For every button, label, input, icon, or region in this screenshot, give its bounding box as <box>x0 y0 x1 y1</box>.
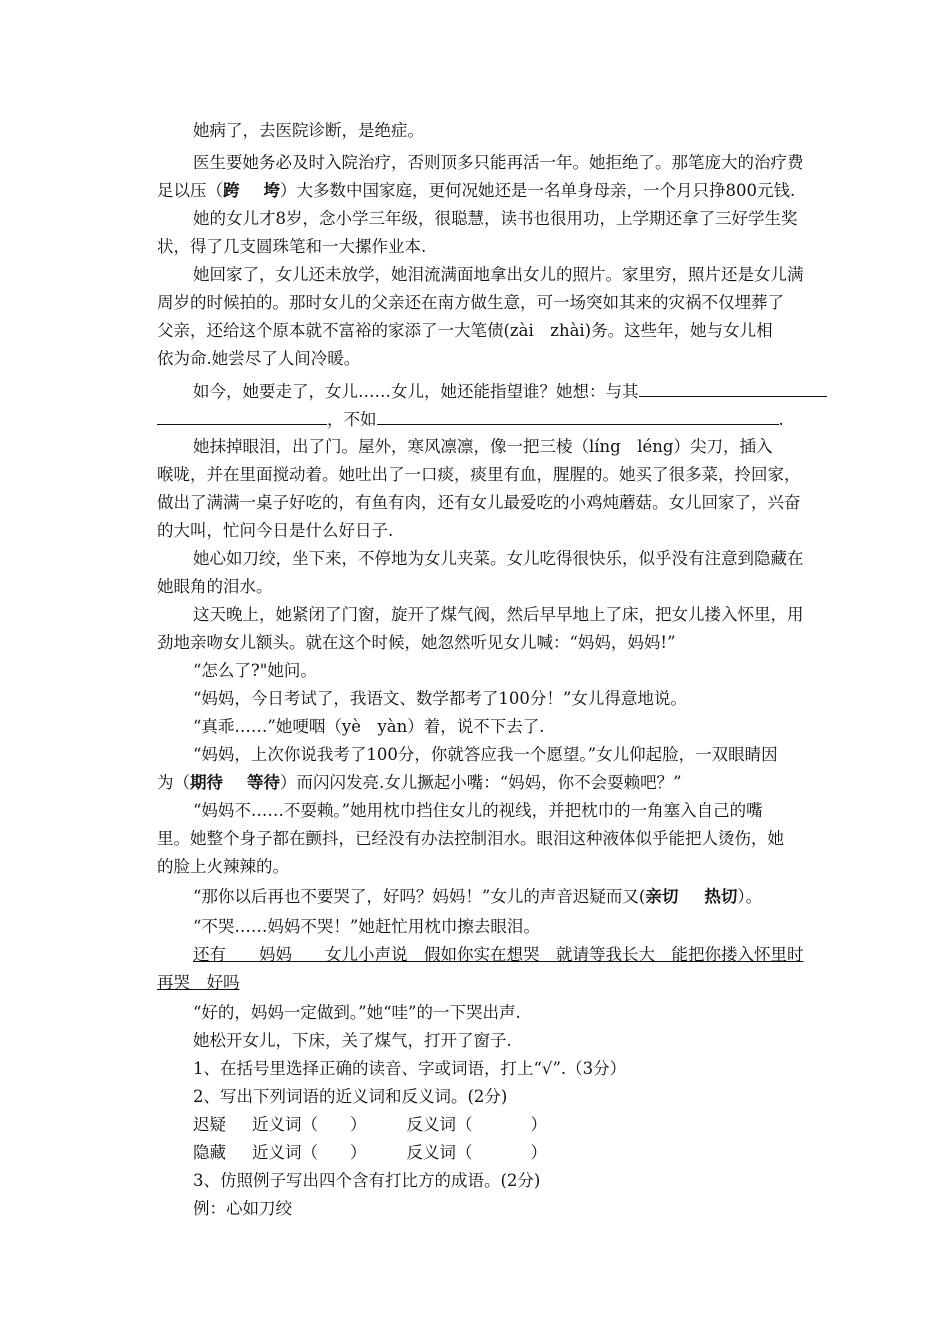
word: 迟疑 <box>193 1115 226 1134</box>
synonym-antonym-row <box>193 1112 547 1138</box>
paragraph-line: 周岁的时候拍的。那时女儿的父亲还在南方做生意，可一场突如其来的灾祸不仅埋葬了 <box>157 293 784 312</box>
paragraph: “妈妈不……不耍赖。”她用枕巾挡住女儿的视线，并把枕巾的一角塞入自己的嘴 <box>193 801 763 820</box>
choice-option[interactable]: 跨 <box>223 181 240 200</box>
paragraph: “妈妈，今日考试了，我语文、数学都考了100分！”女儿得意地说。 <box>193 689 687 708</box>
paragraph: “好的，妈妈一定做到。”她“哇”的一下哭出声. <box>193 1003 521 1022</box>
paragraph: “妈妈，上次你说我考了100分，你就答应我一个愿望。”女儿仰起脸，一双眼睛因 <box>193 745 778 764</box>
paragraph-line: 劲地亲吻女儿额头。就在这个时候，她忽然听见女儿喊：“妈妈，妈妈!” <box>157 633 676 652</box>
question-1: 1、在括号里选择正确的读音、字或词语，打上“√”.（3分） <box>193 1059 627 1078</box>
choice-option[interactable]: 期待 <box>190 773 223 792</box>
question-2: 2、写出下列词语的近义词和反义词。(2分) <box>193 1087 508 1106</box>
choice-option[interactable]: 等待 <box>247 773 280 792</box>
punctuation-exercise[interactable]: 还有 妈妈 女儿小声说 假如你实在想哭 就请等我长大 能把你搂入怀里时 <box>193 945 804 964</box>
synonym-antonym-row <box>193 1140 547 1166</box>
answer-blank[interactable] <box>157 406 327 425</box>
paragraph-line: 的大叫，忙问今日是什么好日子. <box>157 521 394 540</box>
text: ）大多数中国家庭，更何况她还是一名单身母亲，一个月只挣800元钱. <box>280 181 796 200</box>
punctuation-exercise-line[interactable]: 再哭 好吗 <box>157 973 240 992</box>
paragraph: 她抹掉眼泪，出了门。屋外，寒风凛凛，像一把三棱（líng léng）尖刀，插入 <box>193 437 773 456</box>
close-paren: ） <box>530 1115 547 1134</box>
paragraph-line: 里。她整个身子都在颤抖，已经没有办法控制泪水。眼泪这种液体似乎能把人烫伤，她 <box>157 829 784 848</box>
choice-option[interactable]: 热切 <box>704 887 738 906</box>
paragraph <box>193 378 827 404</box>
paragraph-line: 的脸上火辣辣的。 <box>157 857 289 876</box>
antonym-label: 反义词（ <box>406 1143 473 1162</box>
answer-blank[interactable] <box>377 406 779 425</box>
text: 如今，她要走了，女儿……女儿，她还能指望谁？她想：与其 <box>193 382 639 401</box>
paragraph <box>193 884 762 910</box>
text: 足以压（ <box>157 181 223 200</box>
paragraph: 医生要她务必及时入院治疗，否则顶多只能再活一年。她拒绝了。那笔庞大的治疗费 <box>193 153 804 172</box>
text: ）。 <box>737 887 763 906</box>
paragraph-line: 她眼角的泪水。 <box>157 577 273 596</box>
text: ，不如 <box>327 410 377 429</box>
paragraph: 她心如刀绞，坐下来，不停地为女儿夹菜。女儿吃得很快乐，似乎没有注意到隐藏在 <box>193 549 804 568</box>
paragraph-line <box>157 178 795 204</box>
paragraph: “怎么了?"她问。 <box>193 661 317 680</box>
paragraph: 她的女儿才8岁，念小学三年级，很聪慧，读书也很用功，上学期还拿了三好学生奖 <box>193 209 798 228</box>
paragraph-line <box>157 406 784 432</box>
choice-option[interactable]: 亲切 <box>645 887 679 906</box>
text: . <box>778 410 784 429</box>
paragraph: 她回家了，女儿还未放学，她泪流满面地拿出女儿的照片。家里穷，照片还是女儿满 <box>193 265 804 284</box>
question-3: 3、仿照例子写出四个含有打比方的成语。(2分) <box>193 1171 541 1190</box>
paragraph: “不哭……妈妈不哭！”她赶忙用枕巾擦去眼泪。 <box>193 917 540 936</box>
paragraph: “真乖……”她哽咽（yè yàn）着，说不下去了. <box>193 717 545 736</box>
close-paren: ） <box>350 1115 367 1134</box>
paragraph: 她病了，去医院诊断，是绝症。 <box>193 121 424 140</box>
question-3-example: 例：心如刀绞 <box>193 1199 292 1218</box>
antonym-label: 反义词（ <box>406 1115 473 1134</box>
paragraph-line: 喉咙，并在里面搅动着。她吐出了一口痰，痰里有血，腥腥的。她买了很多菜，拎回家， <box>157 465 801 484</box>
text: “那你以后再也不要哭了，好吗？妈妈！”女儿的声音迟疑而又( <box>193 887 646 906</box>
paragraph-line: 父亲，还给这个原本就不富裕的家添了一大笔债(zài zhài)务。这些年，她与女儿相 <box>157 321 773 340</box>
synonym-label: 近义词（ <box>252 1115 318 1134</box>
paragraph-line <box>157 770 682 796</box>
synonym-label: 近义词（ <box>252 1143 318 1162</box>
word: 隐藏 <box>193 1143 226 1162</box>
text: ）而闪闪发亮.女儿撅起小嘴：“妈妈，你不会耍赖吧？” <box>280 773 682 792</box>
close-paren: ） <box>350 1143 367 1162</box>
close-paren: ） <box>530 1143 547 1162</box>
paragraph: 她松开女儿，下床，关了煤气，打开了窗子. <box>193 1031 512 1050</box>
text: 为（ <box>157 773 190 792</box>
paragraph-line: 做出了满满一桌子好吃的，有鱼有肉，还有女儿最爱吃的小鸡炖蘑菇。女儿回家了，兴奋 <box>157 493 801 512</box>
paragraph: 这天晚上，她紧闭了门窗，旋开了煤气阀，然后早早地上了床，把女儿搂入怀里，用 <box>193 605 804 624</box>
paragraph-line: 依为命.她尝尽了人间冷暖。 <box>157 349 361 368</box>
paragraph-line: 状，得了几支圆珠笔和一大摞作业本. <box>157 237 427 256</box>
answer-blank[interactable] <box>639 378 827 397</box>
choice-option[interactable]: 垮 <box>263 181 280 200</box>
